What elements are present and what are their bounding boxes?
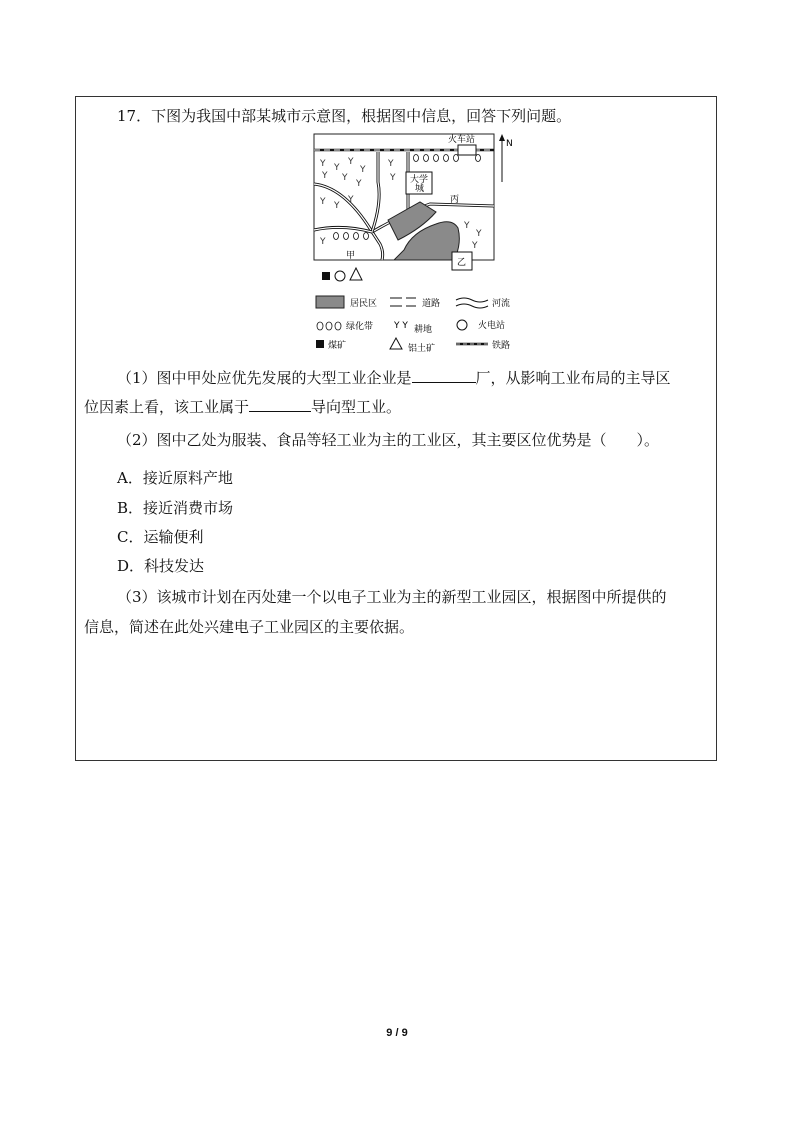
label-bing: 丙: [450, 195, 460, 205]
power-station-icon: [335, 271, 345, 281]
station-icon: [458, 145, 476, 155]
north-label: N: [506, 139, 513, 149]
svg-text:Y: Y: [476, 229, 482, 239]
svg-text:城: 城: [415, 184, 425, 194]
question-2: （2）图中乙处为服装、食品等轻工业为主的工业区，其主要区位优势是（ ）。: [117, 431, 660, 449]
legend-greenbelt: 绿化带: [346, 322, 374, 332]
bauxite-icon: [350, 268, 362, 280]
legend-bauxite-icon: [390, 338, 402, 349]
option-d[interactable]: D．科技发达: [117, 557, 205, 575]
svg-text:Y: Y: [356, 179, 362, 189]
option-c[interactable]: C．运输便利: [117, 528, 204, 546]
answer-blank-1[interactable]: [412, 368, 476, 383]
legend-power-icon: [457, 320, 467, 330]
question-1-line-1: （1）图中甲处应优先发展的大型工业企业是 厂，从影响工业布局的主导区: [117, 369, 671, 387]
svg-text:Y: Y: [322, 171, 328, 181]
legend-power: 火电站: [478, 321, 506, 331]
svg-text:Y: Y: [348, 195, 354, 205]
page-number: 9 / 9: [386, 1027, 408, 1039]
svg-text:Y: Y: [334, 163, 340, 173]
option-b[interactable]: B．接近消费市场: [117, 499, 234, 517]
svg-text:Y: Y: [464, 221, 470, 231]
city-map: [312, 132, 526, 356]
question-1-line-2: 位因素上看，该工业属于 导向型工业。: [84, 398, 402, 416]
coal-icon: [322, 272, 330, 280]
svg-text:Y: Y: [342, 173, 348, 183]
svg-text:Y: Y: [472, 241, 478, 251]
svg-text:Y: Y: [390, 173, 396, 183]
legend-road: 道路: [422, 299, 441, 309]
svg-text:Y: Y: [320, 159, 326, 169]
legend-coal: 煤矿: [328, 341, 347, 351]
label-yi: 乙: [457, 258, 467, 268]
svg-text:Y: Y: [334, 201, 340, 211]
legend-coal-icon: [316, 340, 324, 348]
label-jia: 甲: [346, 251, 356, 261]
station-label: 火车站: [448, 135, 476, 145]
svg-text:Y: Y: [320, 237, 326, 247]
svg-text:Y: Y: [348, 157, 354, 167]
question-stem: 17．下图为我国中部某城市示意图，根据图中信息，回答下列问题。: [117, 107, 572, 125]
question-3-line-2: 信息，简述在此处兴建电子工业园区的主要依据。: [84, 618, 415, 636]
svg-text:Y: Y: [388, 159, 394, 169]
legend-greenbelt-icon: [317, 322, 341, 330]
legend-residential: 居民区: [350, 299, 378, 309]
legend-farmland-icon: Y Y: [394, 321, 408, 331]
svg-text:大学: 大学: [410, 175, 429, 185]
legend-river-icon: [456, 298, 488, 308]
svg-text:Y: Y: [360, 165, 366, 175]
legend-residential-icon: [316, 296, 344, 308]
legend-road-icon: [390, 298, 416, 306]
question-3-line-1: （3）该城市计划在丙处建一个以电子工业为主的新型工业园区，根据图中所提供的: [117, 588, 667, 606]
legend-river: 河流: [492, 299, 511, 309]
legend-bauxite: 铝土矿: [408, 344, 436, 354]
answer-blank-2[interactable]: [249, 397, 311, 412]
legend-farmland: 耕地: [414, 325, 433, 335]
legend-railway: 铁路: [492, 341, 511, 351]
svg-text:Y: Y: [320, 197, 326, 207]
option-a[interactable]: A．接近原料产地: [117, 469, 233, 487]
